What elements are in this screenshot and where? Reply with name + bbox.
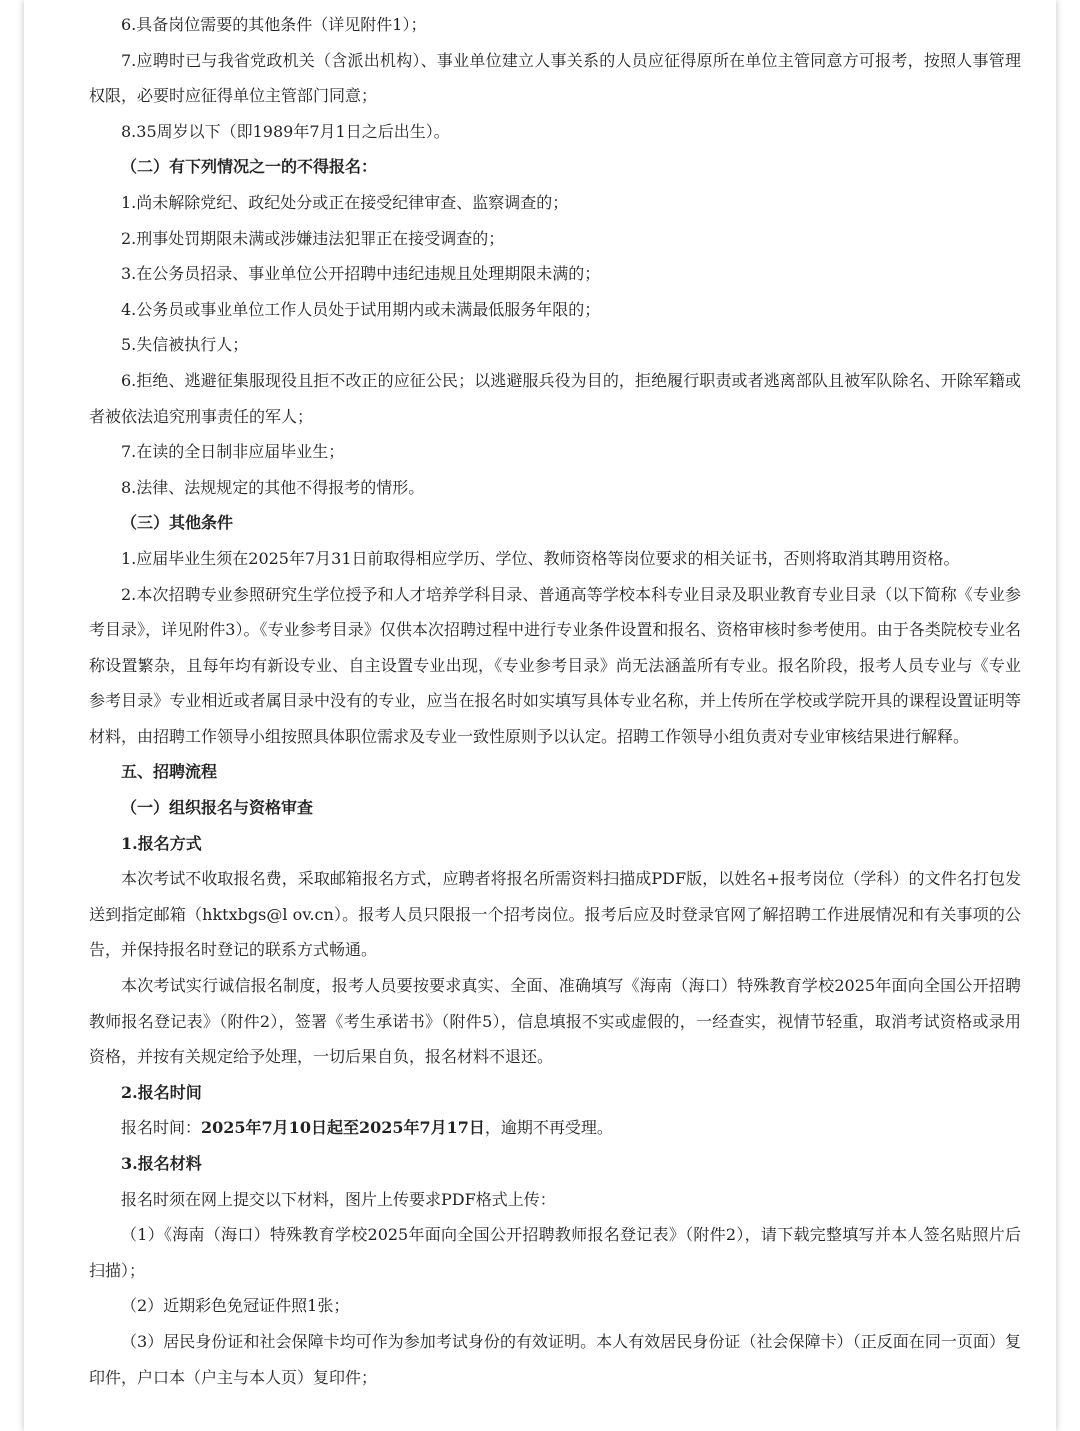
paragraph: （2）近期彩色免冠证件照1张； xyxy=(121,1296,350,1316)
registration-time-range: 2025年7月10日起至2025年7月17日 xyxy=(201,1118,485,1138)
chapter-heading: 五、招聘流程 xyxy=(121,762,218,782)
paragraph: 6.拒绝、逃避征集服现役且拒不改正的应征公民；以逃避服兵役为目的，拒绝履行职责或者逃离部队且被军队除名、开除军籍或者被依法追究刑事责任的军人； xyxy=(89,370,1021,426)
subsection-heading: 3.报名材料 xyxy=(121,1154,202,1173)
paragraph: 1.应届毕业生须在2025年7月31日前取得相应学历、学位、教师资格等岗位要求的相关证书，否则将取消其聘用资格。 xyxy=(121,548,960,568)
paragraph: 4.公务员或事业单位工作人员处于试用期内或未满最低服务年限的； xyxy=(121,299,601,319)
section-heading: （三）其他条件 xyxy=(121,513,234,533)
subsection-heading: 1.报名方式 xyxy=(121,833,202,853)
registration-time-note: ，逾期不再受理。 xyxy=(484,1118,613,1138)
paragraph: 1.尚未解除党纪、政纪处分或正在接受纪律审查、监察调查的； xyxy=(121,192,569,212)
paragraph: （3）居民身份证和社会保障卡均可作为参加考试身份的有效证明。本人有效居民身份证（社会保障卡）（正反面在同一页面）复印件，户口本（户主与本人页）复印件； xyxy=(89,1331,1021,1387)
paragraph: 8.35周岁以下（即1989年7月1日之后出生）。 xyxy=(121,121,450,141)
section-heading: （一）组织报名与资格审查 xyxy=(121,798,314,818)
paragraph: 3.在公务员招录、事业单位公开招聘中违纪违规且处理期限未满的； xyxy=(121,264,601,284)
registration-time-label: 报名时间： xyxy=(121,1118,202,1138)
section-heading: （二）有下列情况之一的不得报名： xyxy=(121,157,378,177)
document-page xyxy=(24,0,1056,1431)
paragraph: 6.具备岗位需要的其他条件（详见附件1）； xyxy=(121,15,427,34)
paragraph: 8.法律、法规规定的其他不得报考的情形。 xyxy=(121,477,425,497)
document-body xyxy=(89,7,1021,1395)
subsection-heading: 2.报名时间 xyxy=(121,1082,202,1102)
paragraph: 报名时须在网上提交以下材料，图片上传要求PDF格式上传： xyxy=(121,1189,556,1209)
paragraph: 7.应聘时已与我省党政机关（含派出机构）、事业单位建立人事关系的人员应征得原所在单位主管同意方可报考，按照人事管理权限，必要时应征得单位主管部门同意； xyxy=(89,50,1021,106)
paragraph: 7.在读的全日制非应届毕业生； xyxy=(121,442,345,462)
paragraph: 本次考试实行诚信报名制度，报考人员要按要求真实、全面、准确填写《海南（海口）特殊教育学校2025年面向全国公开招聘教师报名登记表》（附件2），签署《考生承诺书》（附件5），信息填报不实或虚假的，一经查实，视情节轻重，取消考试资格或录用资格，并按有关规定给予处理，一切后果自负，报名材料不退还。 xyxy=(89,976,1021,1067)
paragraph: 2.刑事处罚期限未满或涉嫌违法犯罪正在接受调查的； xyxy=(121,228,505,248)
paragraph: （1）《海南（海口）特殊教育学校2025年面向全国公开招聘教师报名登记表》（附件2），请下载完整填写并本人签名贴照片后扫描）； xyxy=(89,1225,1021,1280)
paragraph: 本次考试不收取报名费，采取邮箱报名方式，应聘者将报名所需资料扫描成PDF版，以姓名+报考岗位（学科）的文件名打包发送到指定邮箱（hktxbgs@l ov.cn）。报考人员只限报一个招考岗位。报考后应及时登录官网了解招聘工作进展情况和有关事项的公告，并保持报名时登记的联系方式畅通。 xyxy=(89,869,1021,960)
paragraph: 2.本次招聘专业参照研究生学位授予和人才培养学科目录、普通高等学校本科专业目录及职业教育专业目录（以下简称《专业参考目录》，详见附件3）。《专业参考目录》仅供本次招聘过程中进行专业条件设置和报名、资格审核时参考使用。由于各类院校专业名称设置繁杂，且每年均有新设专业、自主设置专业出现，《专业参考目录》尚无法涵盖所有专业。报名阶段，报考人员专业与《专业参考目录》专业相近或者属目录中没有的专业，应当在报名时如实填写具体专业名称，并上传所在学校或学院开具的课程设置证明等材料，由招聘工作领导小组按照具体职位需求及专业一致性原则予以认定。招聘工作领导小组负责对专业审核结果进行解释。 xyxy=(89,584,1021,746)
registration-time-paragraph xyxy=(89,1110,1021,1146)
paragraph: 5.失信被执行人； xyxy=(121,335,249,355)
